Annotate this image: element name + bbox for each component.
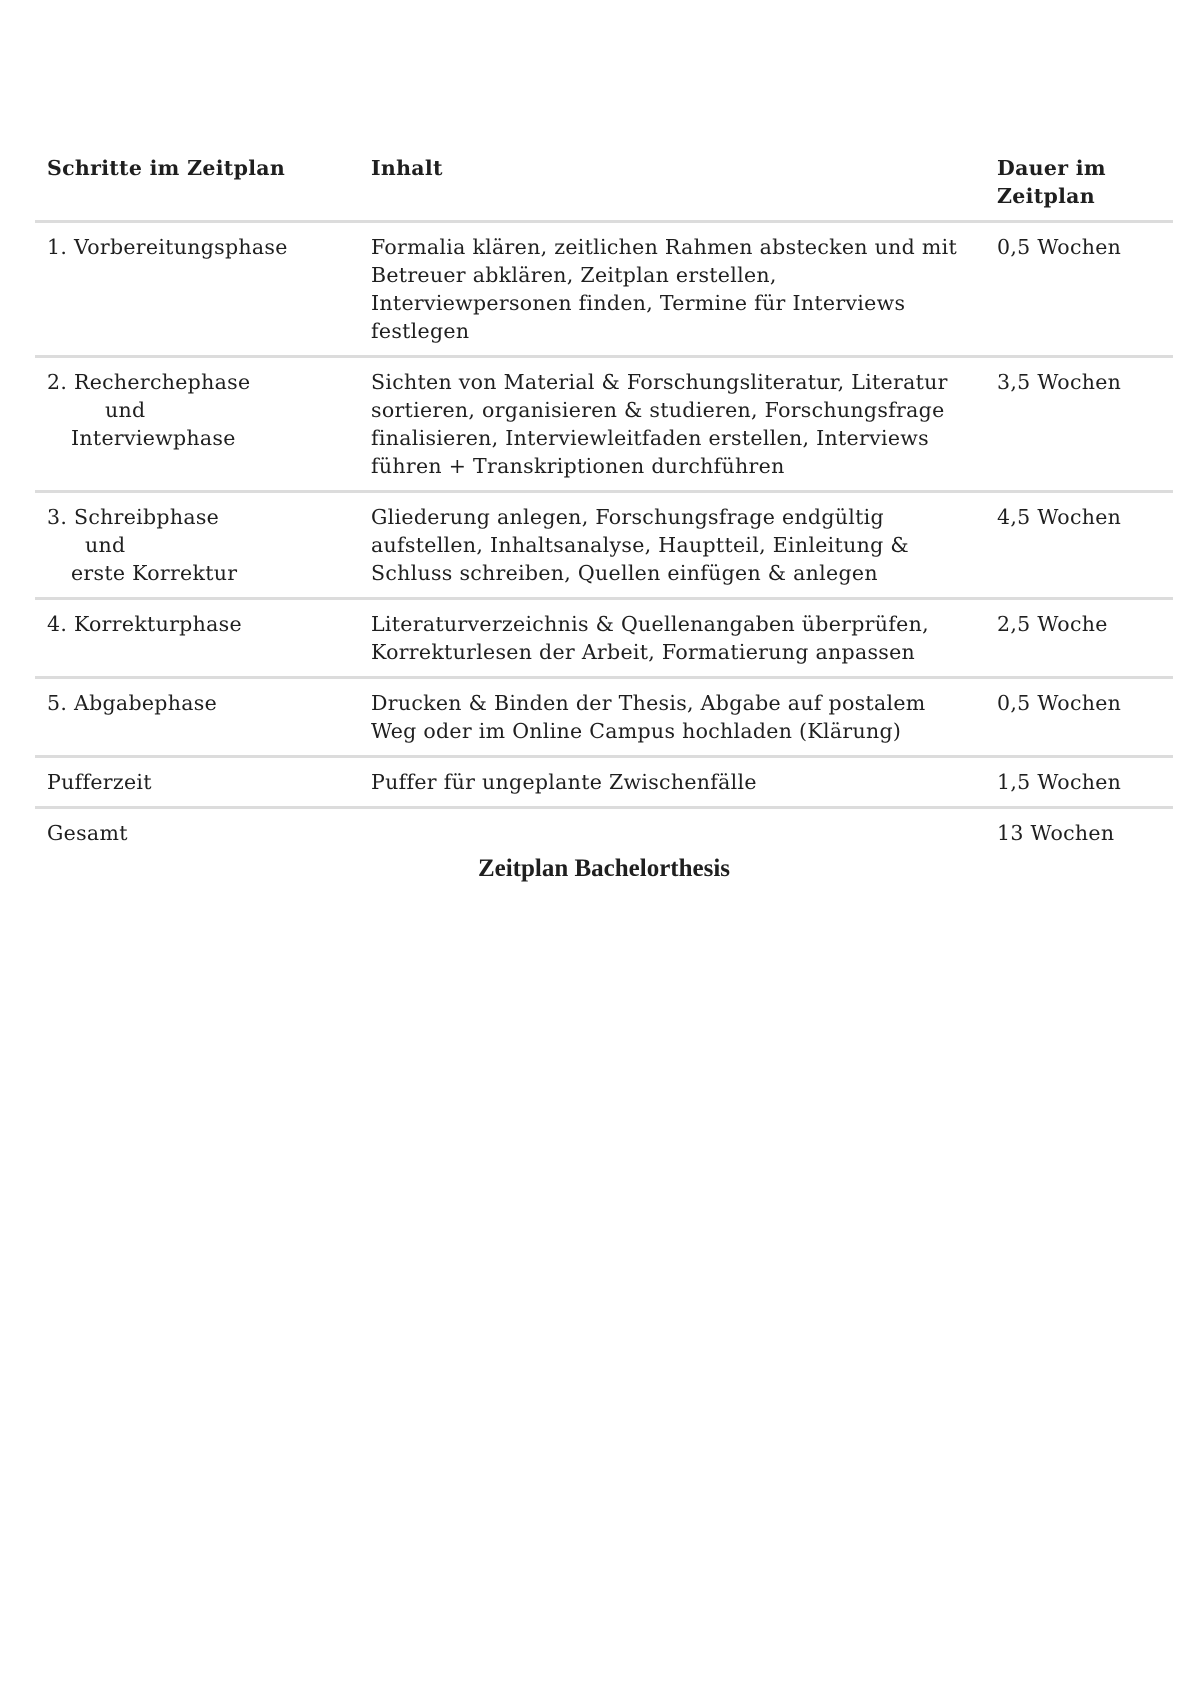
table-row <box>35 757 1173 808</box>
content-cell <box>359 808 985 852</box>
step-cell <box>35 808 359 852</box>
step-cell <box>35 492 359 599</box>
table-caption: Zeitplan Bachelorthesis <box>477 855 731 882</box>
schedule-table <box>35 148 1173 851</box>
duration-cell: 13 Wochen <box>997 821 1115 845</box>
duration-cell: 0,5 Wochen <box>985 222 1173 357</box>
duration-cell: 4,5 Wochen <box>985 492 1173 599</box>
step-cell <box>35 222 359 357</box>
step-label: Gesamt <box>47 821 128 845</box>
table-row <box>35 678 1173 757</box>
step-label: 2. Recherchephase <box>47 370 251 394</box>
step-cell <box>35 757 359 808</box>
duration-cell: 1,5 Wochen <box>985 757 1173 808</box>
duration-cell: 0,5 Wochen <box>985 678 1173 757</box>
table-row <box>35 599 1173 678</box>
content-cell: Puffer für ungeplante Zwischenfälle <box>359 757 985 808</box>
content-cell: Formalia klären, zeitlichen Rahmen abstecken und mit Betreuer abklären, Zeitplan erstellen, Interviewpersonen finden, Termine für Interviews festlegen <box>359 222 985 357</box>
duration-cell: 3,5 Wochen <box>985 357 1173 492</box>
step-label: 1. Vorbereitungsphase <box>47 235 288 259</box>
content-cell: Drucken & Binden der Thesis, Abgabe auf postalem Weg oder im Online Campus hochladen (Klärung) <box>359 678 985 757</box>
content-cell: Gliederung anlegen, Forschungsfrage endgültig aufstellen, Inhaltsanalyse, Hauptteil, Einleitung & Schluss schreiben, Quellen einfügen & anlegen <box>359 492 985 599</box>
table-header-row <box>35 148 1173 222</box>
step-label-continuation: Interviewphase <box>71 426 236 450</box>
table-row <box>35 222 1173 357</box>
step-label: 3. Schreibphase <box>47 505 220 529</box>
step-cell <box>35 678 359 757</box>
table-row <box>35 357 1173 492</box>
content-cell: Sichten von Material & Forschungsliteratur, Literatur sortieren, organisieren & studieren, Forschungsfrage finalisieren, Interviewleitfaden erstellen, Interviews führen + Transkriptionen durchführen <box>359 357 985 492</box>
step-label-conjunction: und <box>105 398 146 422</box>
step-label: 5. Abgabephase <box>47 691 218 715</box>
step-cell <box>35 357 359 492</box>
duration-cell: 2,5 Woche <box>985 599 1173 678</box>
header-content: Inhalt <box>359 148 985 222</box>
header-duration: Dauer im Zeitplan <box>985 148 1173 222</box>
content-cell: Literaturverzeichnis & Quellenangaben überprüfen, Korrekturlesen der Arbeit, Formatierung anpassen <box>359 599 985 678</box>
header-steps: Schritte im Zeitplan <box>35 148 359 222</box>
table-row <box>35 492 1173 599</box>
table-row-total <box>35 808 1173 852</box>
step-cell <box>35 599 359 678</box>
step-label-continuation: erste Korrektur <box>71 561 238 585</box>
step-label-conjunction: und <box>85 533 126 557</box>
document-page <box>35 148 1173 883</box>
step-label: 4. Korrekturphase <box>47 612 242 636</box>
step-label: Pufferzeit <box>47 770 152 794</box>
